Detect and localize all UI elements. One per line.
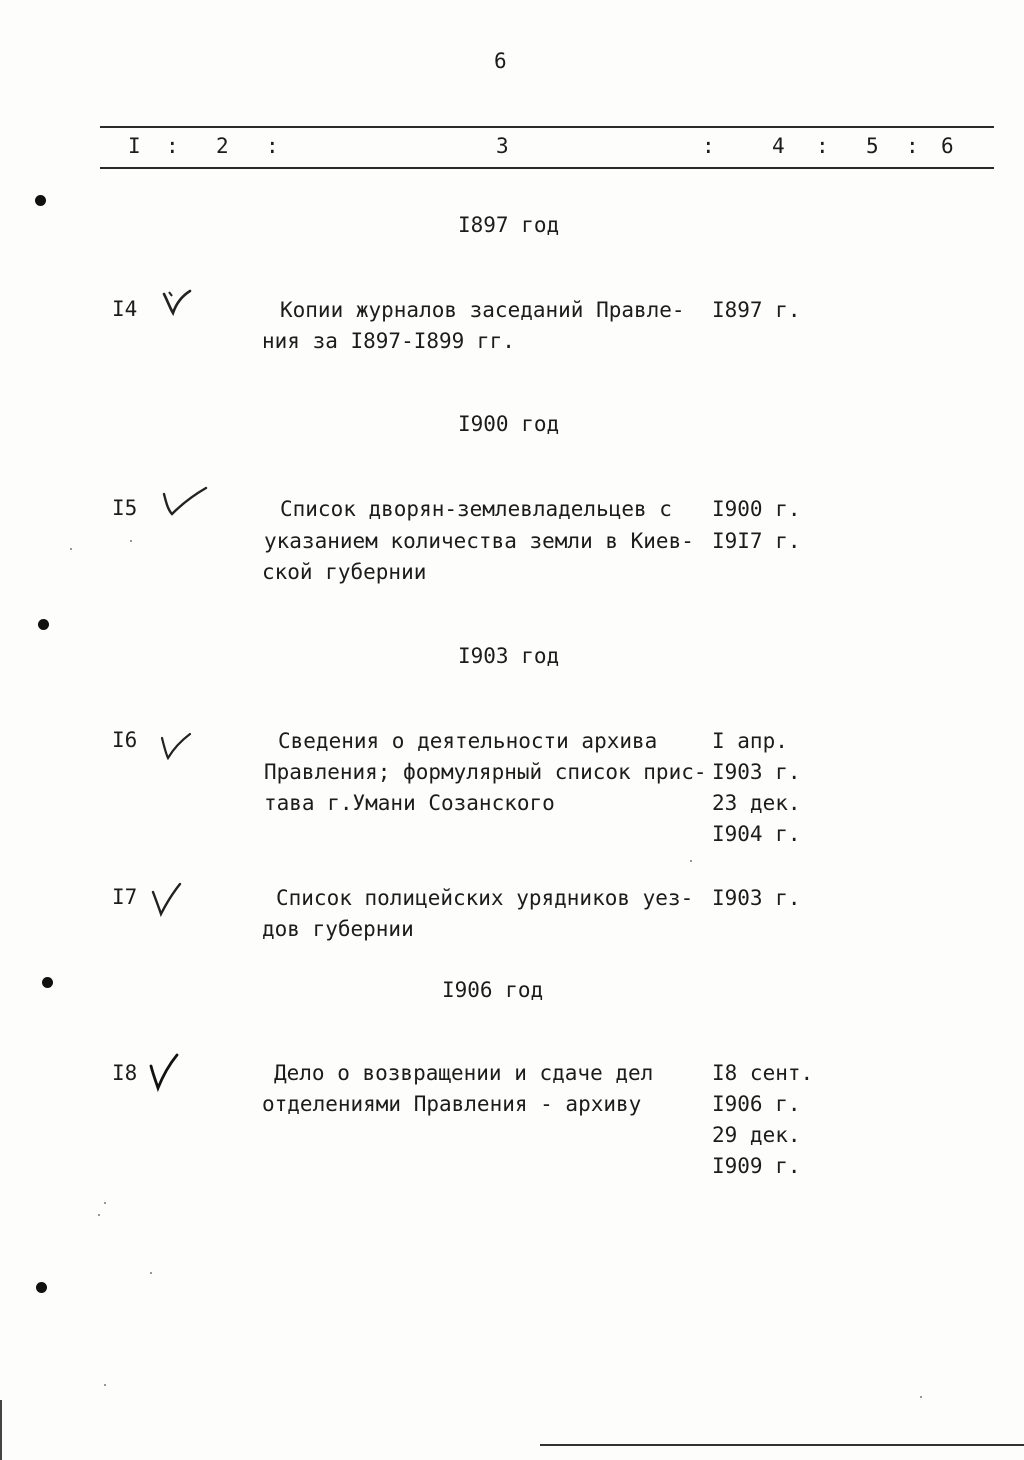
record-description-line: Копии журналов заседаний Правле- [280, 298, 685, 322]
year-heading: I903 год [458, 644, 560, 668]
scan-edge-line [0, 1400, 2, 1460]
record-date: I8 сент. [712, 1061, 814, 1085]
record-number: I5 [112, 496, 138, 520]
year-heading: I900 год [458, 412, 560, 436]
record-description-line: Список полицейских урядников уез- [276, 886, 694, 910]
header-bottom-rule [100, 167, 994, 169]
record-date: 23 дек. [712, 791, 801, 815]
scan-speck [150, 1272, 152, 1274]
record-description-line: дов губернии [262, 917, 414, 941]
year-heading: I897 год [458, 213, 560, 237]
column-separator: : [702, 134, 715, 158]
record-number: I8 [112, 1061, 138, 1085]
record-description-line: Правления; формулярный список прис- [264, 760, 707, 784]
record-description-line: ской губернии [262, 560, 427, 584]
record-date: I906 г. [712, 1092, 801, 1116]
binding-hole [38, 619, 49, 630]
record-date: I897 г. [712, 298, 801, 322]
binding-hole [35, 195, 46, 206]
checkmark-icon [158, 728, 192, 762]
record-date: I9I7 г. [712, 529, 801, 553]
column-header-3: 3 [496, 134, 509, 158]
record-description-line: Сведения о деятельности архива [278, 729, 658, 753]
record-date: I903 г. [712, 760, 801, 784]
checkmark-icon [160, 288, 194, 318]
checkmark-icon [148, 1052, 180, 1092]
header-top-rule [100, 126, 994, 128]
binding-hole [36, 1282, 47, 1293]
record-number: I4 [112, 297, 138, 321]
year-heading: I906 год [442, 978, 544, 1002]
record-description-line: Дело о возвращении и сдаче дел [274, 1061, 654, 1085]
column-header-4: 4 [772, 134, 785, 158]
column-header-1: I [128, 134, 141, 158]
scan-speck [104, 1202, 106, 1204]
column-separator: : [166, 134, 179, 158]
record-date: 29 дек. [712, 1123, 801, 1147]
column-header-5: 5 [866, 134, 879, 158]
record-date: I900 г. [712, 497, 801, 521]
column-separator: : [816, 134, 829, 158]
scan-speck [920, 1396, 922, 1398]
record-description-line: ния за I897-I899 гг. [262, 329, 515, 353]
checkmark-icon [150, 880, 182, 918]
checkmark-icon [160, 486, 208, 518]
scan-edge-line [540, 1444, 1024, 1446]
binding-hole [42, 977, 53, 988]
record-description-line: указанием количества земли в Киев- [264, 529, 694, 553]
column-header-2: 2 [216, 134, 229, 158]
record-date: I909 г. [712, 1154, 801, 1178]
record-description-line: тава г.Умани Созанского [264, 791, 555, 815]
record-number: I7 [112, 885, 138, 909]
column-header-6: 6 [941, 134, 954, 158]
record-date: I904 г. [712, 822, 801, 846]
record-description-line: отделениями Правления - архиву [262, 1092, 642, 1116]
page-number: 6 [494, 49, 507, 73]
record-date: I903 г. [712, 886, 801, 910]
scan-speck [104, 1384, 106, 1386]
scan-speck [130, 540, 132, 542]
record-number: I6 [112, 728, 138, 752]
column-separator: : [906, 134, 919, 158]
column-separator: : [266, 134, 279, 158]
record-date: I апр. [712, 729, 788, 753]
record-description-line: Список дворян-землевладельцев с [280, 497, 672, 521]
scan-speck [70, 548, 72, 550]
scan-speck [690, 860, 692, 862]
scan-speck [98, 1214, 100, 1216]
